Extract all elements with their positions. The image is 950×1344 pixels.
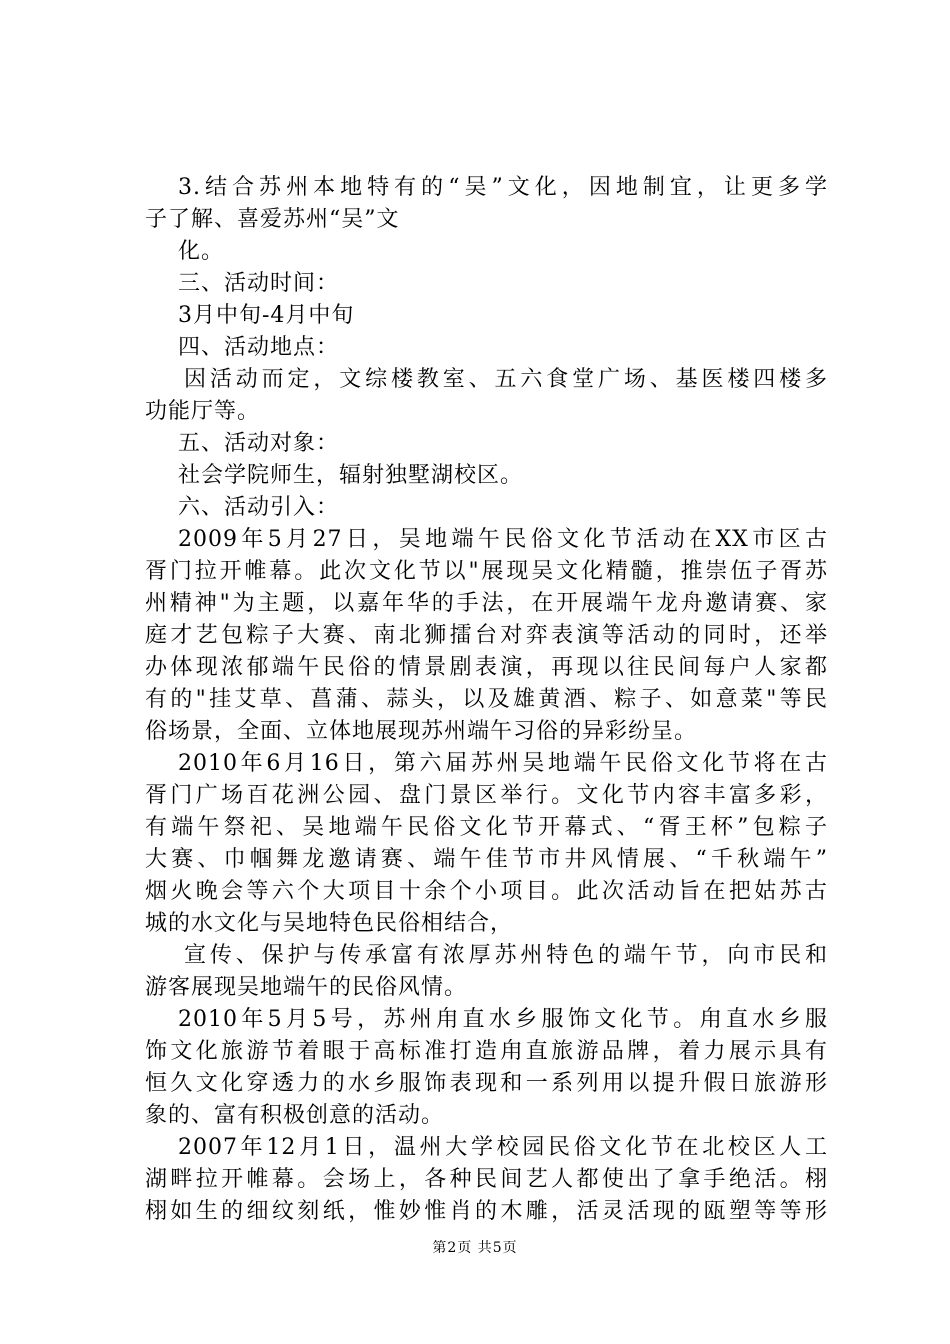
text-line: 办体现浓郁端午民俗的情景剧表演，再现以往民间每户人家都	[145, 655, 828, 680]
text-line: 子了解、喜爱苏州“吴”文	[145, 207, 400, 232]
text-line: 烟火晚会等六个大项目十余个小项目。此次活动旨在把姑苏古	[145, 879, 828, 904]
text-line: 化。	[178, 239, 225, 264]
text-line: 栩如生的细纹刻纸，惟妙惟肖的木雕，活灵活现的瓯塑等等形	[145, 1199, 828, 1224]
text-line: 胥门拉开帷幕。此次文化节以"展现吴文化精髓，推崇伍子胥苏	[145, 559, 828, 584]
text-line: 游客展现吴地端午的民俗风情。	[145, 975, 468, 1000]
text-line: 州精神"为主题，以嘉年华的手法，在开展端午龙舟邀请赛、家	[145, 591, 828, 616]
text-line: 大赛、巾帼舞龙邀请赛、端午佳节市井风情展、“千秋端午”	[145, 847, 828, 872]
text-line: 功能厅等。	[145, 399, 261, 424]
text-line: 饰文化旅游节着眼于高标准打造甪直旅游品牌，着力展示具有	[145, 1039, 828, 1064]
text-line: 六、活动引入：	[178, 495, 340, 520]
text-line: 2010年6月16日，第六届苏州吴地端午民俗文化节将在古	[178, 751, 828, 776]
text-line: 宣传、保护与传承富有浓厚苏州特色的端午节，向市民和	[184, 943, 828, 968]
text-line: 胥门广场百花洲公园、盘门景区举行。文化节内容丰富多彩，	[145, 783, 828, 808]
document-body	[145, 172, 828, 1228]
text-line: 庭才艺包粽子大赛、南北狮擂台对弈表演等活动的同时，还举	[145, 623, 828, 648]
text-line: 3月中旬-4月中旬	[178, 303, 355, 328]
text-line: 2009年5月27日，吴地端午民俗文化节活动在XX市区古	[178, 527, 828, 552]
text-line: 城的水文化与吴地特色民俗相结合，	[145, 911, 514, 936]
text-line: 恒久文化穿透力的水乡服饰表现和一系列用以提升假日旅游形	[145, 1071, 828, 1096]
text-line: 俗场景，全面、立体地展现苏州端午习俗的异彩纷呈。	[145, 719, 698, 744]
text-line: 湖畔拉开帷幕。会场上，各种民间艺人都使出了拿手绝活。栩	[145, 1167, 828, 1192]
text-line: 社会学院师生，辐射独墅湖校区。	[178, 463, 524, 488]
text-line: 2010年5月5号，苏州甪直水乡服饰文化节。甪直水乡服	[178, 1007, 828, 1032]
text-line: 3.结合苏州本地特有的“吴”文化，因地制宜，让更多学	[178, 175, 828, 200]
text-line: 有的"挂艾草、菖蒲、蒜头，以及雄黄酒、粽子、如意菜"等民	[145, 687, 828, 712]
text-line: 有端午祭祀、吴地端午民俗文化节开幕式、“胥王杯”包粽子	[145, 815, 828, 840]
text-line: 因活动而定，文综楼教室、五六食堂广场、基医楼四楼多	[184, 367, 828, 392]
text-line: 三、活动时间：	[178, 271, 340, 296]
page-footer: 第2页 共5页	[432, 1240, 518, 1256]
text-line: 五、活动对象：	[178, 431, 340, 456]
text-line: 2007年12月1日，温州大学校园民俗文化节在北校区人工	[178, 1135, 828, 1160]
text-line: 象的、富有积极创意的活动。	[145, 1103, 445, 1128]
text-line: 四、活动地点：	[178, 335, 340, 360]
